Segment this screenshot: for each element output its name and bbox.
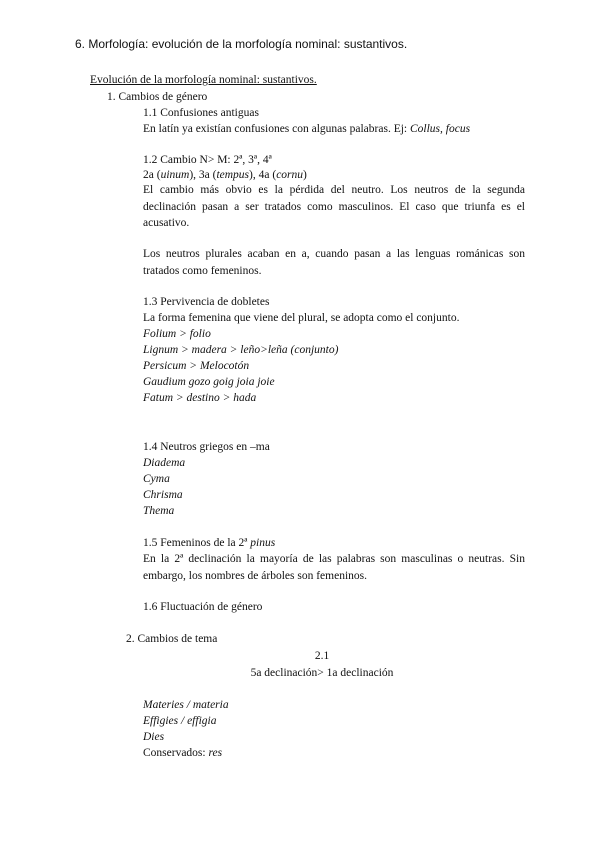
- subsection-1-1-heading: 1.1 Confusiones antiguas: [143, 107, 259, 119]
- doublet-example: [143, 327, 211, 341]
- subsection-1-1-text: [143, 122, 470, 136]
- latin-word: tempus: [216, 169, 250, 181]
- example-text: Diadema: [143, 457, 186, 469]
- example-text: Folium > folio: [143, 328, 211, 340]
- text: 2a (: [143, 169, 161, 181]
- example-text: Gaudium gozo goig joia joie: [143, 376, 275, 388]
- latin-word: uinum: [160, 169, 190, 181]
- section-title: Evolución de la morfología nominal: sustantivos.: [90, 74, 317, 86]
- example: Collus, focus: [409, 123, 471, 135]
- subsection-1-3-heading: 1.3 Pervivencia de dobletes: [143, 296, 270, 308]
- greek-neuter-example: [143, 472, 170, 486]
- conserved-label: Conservados:: [143, 747, 209, 759]
- text: ), 3a (: [189, 169, 217, 181]
- doublet-example: [143, 391, 256, 405]
- example-text: Thema: [143, 505, 175, 517]
- example-text: Cyma: [143, 473, 170, 485]
- subsection-1-5-paragraph: En la 2ª declinación la mayoría de las palabras son masculinas o neutras. Sin embargo, los nombres de árboles son femeninos.: [143, 553, 525, 582]
- point-1-heading: 1. Cambios de género: [107, 91, 208, 103]
- subsection-1-2-paragraph-1: El cambio más obvio es la pérdida del neutro. Los neutros de la segunda declinación pasan a ser tratados como masculinos. El caso que triunfa es el acusativo.: [143, 184, 525, 229]
- conserved-line: [143, 746, 222, 760]
- latin-word: pinus: [250, 537, 276, 549]
- example-text: Chrisma: [143, 489, 183, 501]
- example-text: Dies: [143, 731, 165, 743]
- greek-neuter-example: [143, 504, 174, 518]
- text: ): [303, 169, 307, 181]
- document-title: 6. Morfología: evolución de la morfología nominal: sustantivos.: [75, 37, 408, 51]
- text: En latín ya existían confusiones con algunas palabras. Ej:: [143, 123, 410, 135]
- subsection-1-6-heading: 1.6 Fluctuación de género: [143, 601, 263, 613]
- subsection-2-1-subtitle: 5a declinación> 1a declinación: [250, 667, 394, 679]
- latin-word: res: [208, 747, 223, 759]
- doublet-example: [143, 359, 249, 373]
- stem-change-example: [143, 714, 216, 728]
- subsection-1-2-heading: 1.2 Cambio N> M: 2ª, 3ª, 4ª: [143, 154, 272, 166]
- example-text: Persicum > Melocotón: [143, 360, 250, 372]
- stem-change-example: [143, 730, 164, 744]
- doublet-example: [143, 343, 338, 357]
- text: ), 4a (: [249, 169, 277, 181]
- greek-neuter-example: [143, 456, 185, 470]
- example-text: Materies / materia: [143, 699, 229, 711]
- point-2-heading: 2. Cambios de tema: [126, 633, 218, 645]
- subsection-2-1-number: 2.1: [314, 650, 330, 662]
- heading-text: 1.5 Femeninos de la 2ª: [143, 537, 251, 549]
- subsection-1-5-heading: [143, 536, 275, 550]
- stem-change-example: [143, 698, 229, 712]
- example-text: Fatum > destino > hada: [143, 392, 257, 404]
- doublet-example: [143, 375, 275, 389]
- declension-line: [143, 168, 307, 182]
- subsection-1-2-paragraph-2: Los neutros plurales acaban en a, cuando pasan a las lenguas románicas son tratados como femeninos.: [143, 248, 525, 277]
- latin-word: cornu: [276, 169, 304, 181]
- example-text: Effigies / effigia: [143, 715, 217, 727]
- greek-neuter-example: [143, 488, 183, 502]
- example-text: Lignum > madera > leño>leña (conjunto): [143, 344, 339, 356]
- subsection-1-4-heading: 1.4 Neutros griegos en –ma: [143, 441, 270, 453]
- subsection-1-3-text: La forma femenina que viene del plural, se adopta como el conjunto.: [143, 312, 460, 324]
